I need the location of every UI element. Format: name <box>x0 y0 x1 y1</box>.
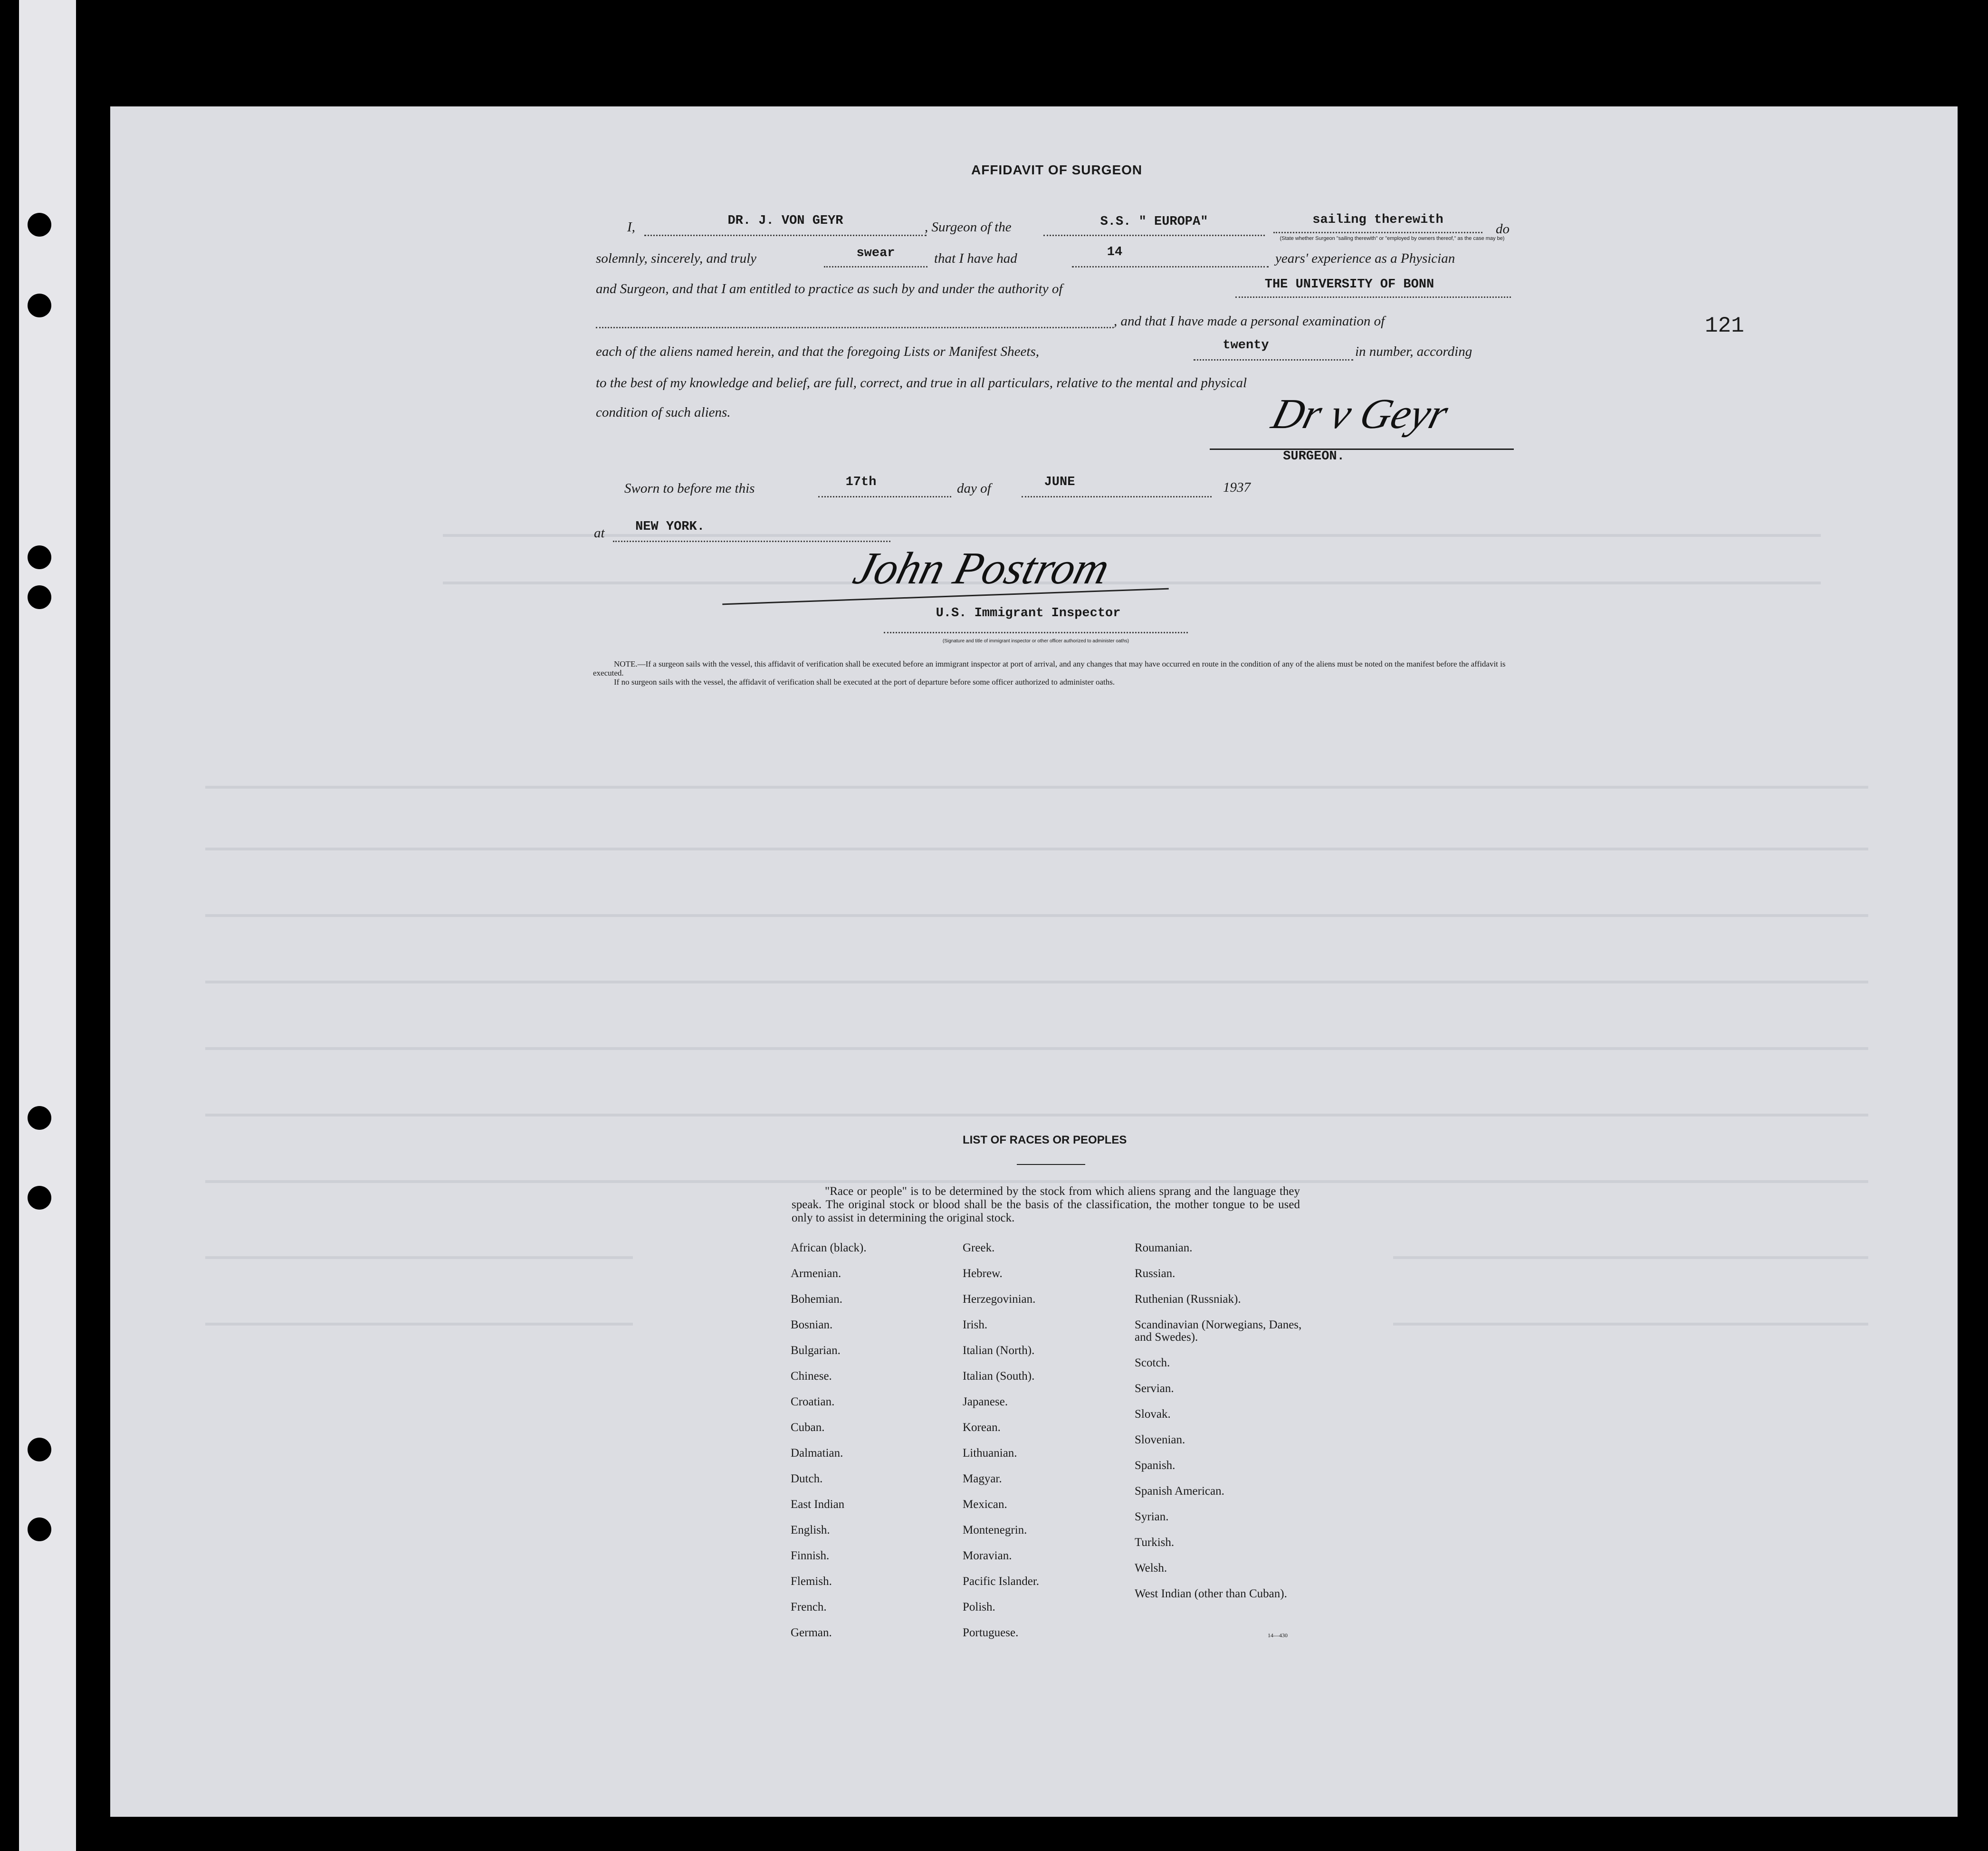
race-item: Slovak. <box>1135 1408 1171 1421</box>
sailing-note: (State whether Surgeon "sailing therewith" or "employed by owners thereof," as the case may be) <box>1280 236 1505 241</box>
do-label: do <box>1496 221 1510 237</box>
races-intro: "Race or people" is to be determined by the stock from which aliens sprang and the language they speak. The original stock or blood shall be the basis of the classification, the mother tongue to be used only to assist in determining the original stock. <box>792 1185 1300 1224</box>
inspector-signature: John Postrom <box>848 543 1115 593</box>
bleed-through-line <box>205 848 1868 850</box>
condition-label: condition of such aliens. <box>596 405 731 420</box>
races-column-2 <box>963 1242 1039 1652</box>
surgeon-label: SURGEON. <box>1283 449 1345 464</box>
surgeon-signature: Dr v Geyr <box>1267 391 1453 438</box>
punch-hole <box>28 294 51 317</box>
race-item: German. <box>791 1626 832 1639</box>
bleed-through-line <box>1393 1256 1868 1259</box>
ship-name: S.S. " EUROPA" <box>1100 215 1208 229</box>
inspector-field <box>884 632 1188 633</box>
inspector-note: (Signature and title of immigrant inspector or other officer authorized to administer oaths) <box>942 639 1129 644</box>
oath-word: swear <box>856 246 895 260</box>
affidavit-i: I, <box>627 219 635 235</box>
note-label: NOTE. <box>614 659 638 668</box>
race-item: Lithuanian. <box>963 1447 1017 1460</box>
race-item: Dutch. <box>791 1472 823 1485</box>
race-item: Magyar. <box>963 1472 1002 1485</box>
note-line1: —If a surgeon sails with the vessel, this affidavit of verification shall be executed before an immigrant inspector at port of arrival, and any changes that may have occurred en route in the condition of any of the aliens must be noted on the manifest before the affidavit is executed. <box>593 659 1506 677</box>
solemnly-label: solemnly, sincerely, and truly <box>596 251 757 266</box>
race-item: Italian (South). <box>963 1370 1035 1383</box>
bleed-through-line <box>443 534 1821 537</box>
sailing-field <box>1273 232 1482 233</box>
punch-hole <box>28 1517 51 1541</box>
races-title-rule <box>1017 1164 1085 1165</box>
day-of-label: day of <box>957 481 991 496</box>
surgeon-name: DR. J. VON GEYR <box>727 214 843 228</box>
race-item: Croatian. <box>791 1395 835 1408</box>
race-item: Scandinavian (Norwegians, Danes, and Swedes). <box>1135 1318 1302 1344</box>
race-item: Russian. <box>1135 1267 1176 1280</box>
sworn-month: JUNE <box>1044 475 1075 489</box>
sworn-place: NEW YORK. <box>635 520 705 534</box>
race-item: Armenian. <box>791 1267 841 1280</box>
race-item: East Indian <box>791 1498 845 1511</box>
race-item: Turkish. <box>1135 1536 1175 1549</box>
note-line2: If no surgeon sails with the vessel, the affidavit of verification shall be executed at the port of departure before some officer authorized to administer oaths. <box>614 677 1115 687</box>
bleed-through-line <box>205 1047 1868 1050</box>
surgeon-of-label: , Surgeon of the <box>925 219 1012 235</box>
day-field <box>818 496 951 497</box>
affidavit-title: AFFIDAVIT OF SURGEON <box>971 162 1143 177</box>
race-item: Bulgarian. <box>791 1344 841 1357</box>
sworn-day: 17th <box>845 475 877 489</box>
race-item: Roumanian. <box>1135 1241 1193 1254</box>
surgeon-signature-line <box>1210 448 1514 450</box>
place-field <box>613 541 890 542</box>
years-count: 14 <box>1107 245 1123 259</box>
page-number: 121 <box>1705 314 1744 338</box>
punch-hole <box>28 1106 51 1130</box>
race-item: Chinese. <box>791 1370 832 1383</box>
race-item: Japanese. <box>963 1395 1008 1408</box>
authority-continuation-field <box>596 327 1114 328</box>
inspector-title: U.S. Immigrant Inspector <box>936 606 1121 620</box>
bleed-through-line <box>205 786 1868 789</box>
punch-hole <box>28 545 51 569</box>
races-title: LIST OF RACES OR PEOPLES <box>963 1134 1127 1146</box>
sheets-count: twenty <box>1223 338 1269 353</box>
race-item: Bosnian. <box>791 1318 833 1331</box>
race-item: Hebrew. <box>963 1267 1003 1280</box>
bleed-through-line <box>1393 1323 1868 1326</box>
race-item: Herzegovinian. <box>963 1293 1036 1306</box>
race-item: Greek. <box>963 1241 995 1254</box>
race-item: Italian (North). <box>963 1344 1035 1357</box>
race-item: Irish. <box>963 1318 988 1331</box>
each-alien-label: each of the aliens named herein, and that the foregoing Lists or Manifest Sheets, <box>596 344 1039 359</box>
years-had-label: that I have had <box>934 251 1017 266</box>
affidavit-note <box>593 659 1510 687</box>
race-item: Flemish. <box>791 1575 832 1588</box>
punch-hole <box>28 585 51 609</box>
punch-hole <box>28 1186 51 1210</box>
race-item: Bohemian. <box>791 1293 843 1306</box>
punch-hole <box>28 213 51 237</box>
race-item: Montenegrin. <box>963 1524 1027 1536</box>
race-item: Scotch. <box>1135 1356 1170 1369</box>
race-item: Korean. <box>963 1421 1001 1434</box>
race-item: Spanish. <box>1135 1459 1176 1472</box>
race-item: Mexican. <box>963 1498 1007 1511</box>
surgeon-name-field <box>644 235 927 236</box>
bleed-through-line <box>205 1256 633 1259</box>
races-column-3 <box>1135 1242 1320 1626</box>
punch-hole <box>28 1438 51 1461</box>
race-item: Cuban. <box>791 1421 825 1434</box>
bleed-through-line <box>205 1323 633 1326</box>
race-item: French. <box>791 1601 827 1613</box>
race-item: Polish. <box>963 1601 995 1613</box>
bleed-through-line <box>205 981 1868 983</box>
authority-label: and Surgeon, and that I am entitled to practice as such by and under the authority of <box>596 281 1063 296</box>
race-item: Pacific Islander. <box>963 1575 1040 1588</box>
years-experience-label: years' experience as a Physician <box>1275 251 1455 266</box>
form-code: 14—430 <box>1268 1632 1288 1639</box>
race-item: Portuguese. <box>963 1626 1019 1639</box>
binding-strip <box>19 0 76 1851</box>
ship-field <box>1043 235 1265 236</box>
authority-name: THE UNIVERSITY OF BONN <box>1264 277 1434 292</box>
race-item: Slovenian. <box>1135 1433 1185 1446</box>
sworn-year: 1937 <box>1223 480 1251 495</box>
race-item: West Indian (other than Cuban). <box>1135 1587 1287 1600</box>
month-field <box>1022 496 1212 497</box>
race-item: African (black). <box>791 1241 867 1254</box>
sailing-status: sailing therewith <box>1312 213 1443 227</box>
in-number-label: in number, according <box>1355 344 1472 359</box>
authority-field <box>1235 296 1511 298</box>
bleed-through-line <box>443 582 1821 584</box>
race-item: Ruthenian (Russniak). <box>1135 1293 1241 1306</box>
race-item: Spanish American. <box>1135 1485 1224 1498</box>
oath-field <box>824 266 927 267</box>
best-knowledge-label: to the best of my knowledge and belief, are full, correct, and true in all particulars, relative to the mental and physical <box>596 375 1247 391</box>
sheets-field <box>1194 359 1353 361</box>
bleed-through-line <box>205 1180 1868 1183</box>
bleed-through-line <box>205 914 1868 917</box>
at-label: at <box>594 525 605 541</box>
years-field <box>1072 266 1269 267</box>
sworn-label: Sworn to before me this <box>624 481 755 496</box>
races-column-1 <box>791 1242 867 1652</box>
race-item: Welsh. <box>1135 1562 1167 1574</box>
bleed-through-line <box>205 1114 1868 1116</box>
race-item: Syrian. <box>1135 1510 1169 1523</box>
race-item: Moravian. <box>963 1549 1012 1562</box>
race-item: English. <box>791 1524 830 1536</box>
race-item: Servian. <box>1135 1382 1174 1395</box>
race-item: Finnish. <box>791 1549 830 1562</box>
race-item: Dalmatian. <box>791 1447 843 1460</box>
personal-exam-label: , and that I have made a personal examination of <box>1114 314 1385 329</box>
